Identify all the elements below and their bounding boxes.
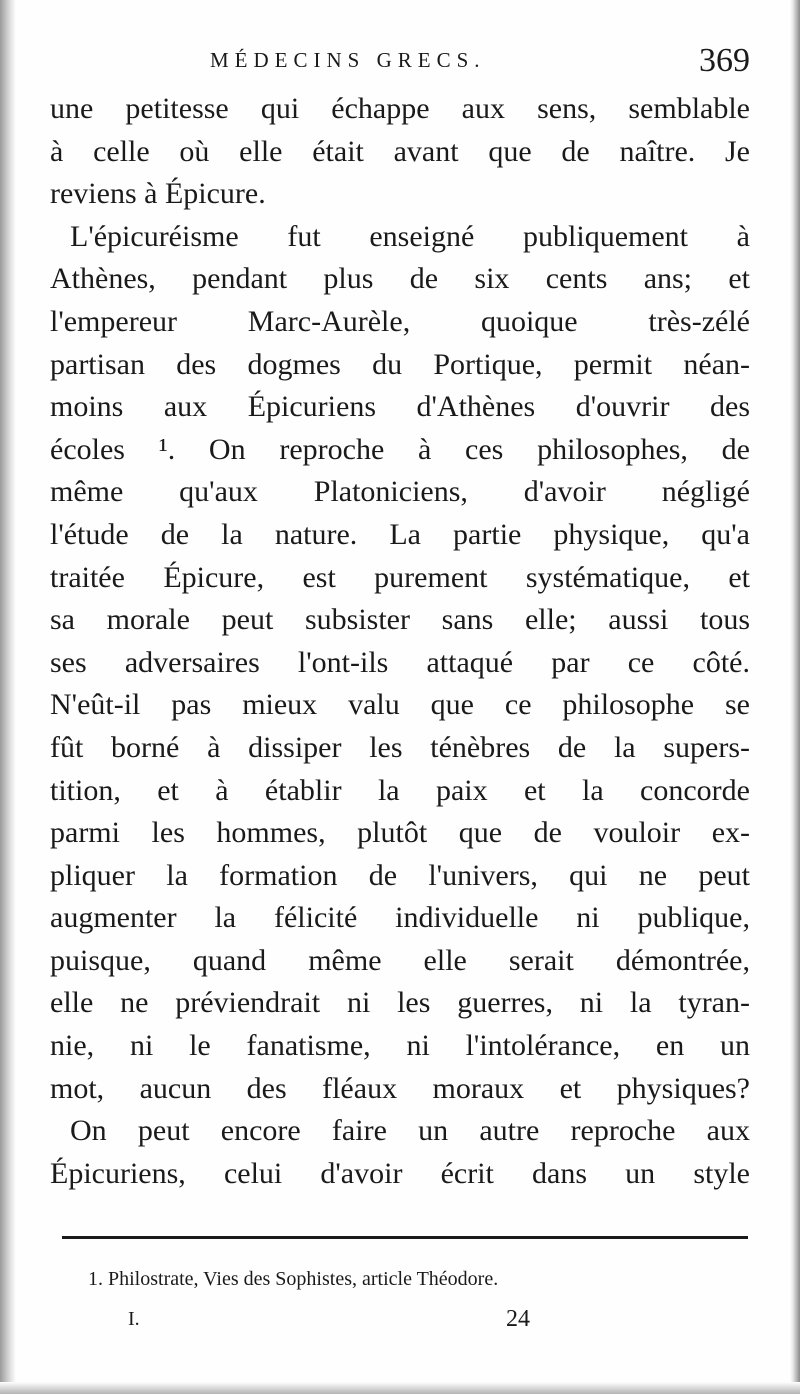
footnote-rule [62,1236,748,1239]
text-line: elle ne préviendrait ni les guerres, ni la tyran- [50,986,750,1020]
text-line: sa morale peut subsister sans elle; aussi tous [50,603,750,637]
text-line: écoles ¹. On reproche à ces philosophes, de [50,432,750,466]
text-line: L'épicuréisme fut enseigné publiquement à [70,219,750,253]
page-left-edge-shadow [0,0,16,1394]
text-line: nie, ni le fanatisme, ni l'intolérance, en un [50,1029,750,1063]
text-line: même qu'aux Platoniciens, d'avoir négligé [50,475,750,509]
text-line: l'étude de la nature. La partie physique, qu'a [50,517,750,551]
text-line: pliquer la formation de l'univers, qui ne peut [50,858,750,892]
text-line: fût borné à dissiper les ténèbres de la supers- [50,730,750,764]
signature-number: 24 [506,1306,530,1332]
text-line: partisan des dogmes du Portique, permit néan- [50,347,750,381]
text-line: l'empereur Marc-Aurèle, quoique très-zélé [50,304,750,338]
text-line: On peut encore faire un autre reproche aux [70,1114,750,1148]
text-line: tition, et à établir la paix et la concorde [50,773,750,807]
footnote: 1. Philostrate, Vies des Sophistes, article Théodore. [88,1268,499,1290]
text-line: augmenter la félicité individuelle ni publique, [50,901,750,935]
text-line: ses adversaires l'ont-ils attaqué par ce côté. [50,645,750,679]
text-line: à celle où elle était avant que de naître. Je [50,134,750,168]
text-line: Épicuriens, celui d'avoir écrit dans un style [50,1156,750,1190]
text-line: parmi les hommes, plutôt que de vouloir ex- [50,816,750,850]
page-bottom-edge-shadow [0,1382,800,1394]
page-right-edge-shadow [790,0,800,1394]
text-line: mot, aucun des fléaux moraux et physiques? [50,1071,750,1105]
text-line: traitée Épicure, est purement systématique, et [50,560,750,594]
text-line: Athènes, pendant plus de six cents ans; et [50,262,750,296]
running-head [60,42,760,82]
text-line: une petitesse qui échappe aux sens, semblable [50,92,750,125]
body-text [50,88,750,1195]
text-line: reviens à Épicure. [50,177,266,211]
text-line: moins aux Épicuriens d'Athènes d'ouvrir des [50,390,750,424]
text-line: puisque, quand même elle serait démontrée, [50,943,750,977]
text-line: N'eût-il pas mieux valu que ce philosophe se [50,688,750,722]
running-head-title: MÉDECINS GRECS. [210,48,486,72]
signature-mark: I. [128,1308,140,1330]
page-number: 369 [699,42,750,79]
